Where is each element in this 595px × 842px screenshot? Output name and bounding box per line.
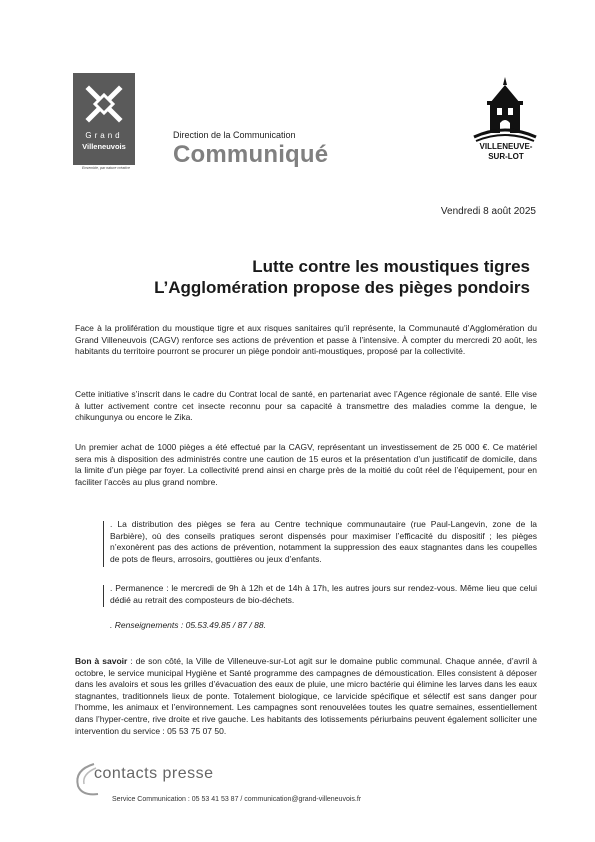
title-line1: Lutte contre les moustiques tigres — [252, 257, 530, 276]
bullet-renseignements: . Renseignements : 05.53.49.85 / 87 / 88. — [110, 620, 266, 630]
city-name-line1: VILLENEUVE- — [479, 142, 533, 151]
logo-tagline: Ensemble, par nature créative — [82, 166, 130, 170]
paragraph-purchase: Un premier achat de 1000 pièges a été effectué par la CAGV, représentant un investissement de 25 000 €. Ce matériel sera mis à disposition des administrés contre une caution de 15 euros et la présentation d’un justificatif de domicile, dans la limite d’un piège par foyer. La collectivité prend ainsi en charge près de la moitié du coût réel de l’équipement, pour en faciliter l’accès au plus grand nombre. — [75, 442, 537, 487]
footer-contact-line: Service Communication : 05 53 41 53 87 / communication@grand-villeneuvois.fr — [112, 796, 362, 803]
bullet-distribution: . La distribution des pièges se fera au Centre technique communautaire (rue Paul-Langevin, zone de la Barbière), où des conseils pratiques seront dispensés pour maximiser l’efficacité du dispositif ; les pièges n’exonèrent pas des actions de prévention, notamment la suppression des eaux stagnantes dans les coupelles de pots de fleurs, arrosoirs, gouttières ou jeux d’enfants. — [110, 519, 537, 564]
document-type-heading: Communiqué — [173, 141, 329, 168]
bon-a-savoir-text: : de son côté, la Ville de Villeneuve-sur-Lot agit sur le domaine public communal. Chaque année, d’avril à octobre, le service municipal Hygiène et Santé programme des campagnes de démoustication. Elles consistent à déposer dans les avaloirs et sous les grilles d’évacuation des eaux de pluie, une micro bactérie qui élimine les larves dans les eaux stagnantes, traditionnels lieux de ponte. Totalement biologique, ce larvicide spécifique et sélectif est sans danger pour l’homme, les animaux et l’environnement. Les campagnes sont renouvelées toutes les quatre semaines, essentiellement dans l’hyper-centre, rive droite et rive gauche. Les habitants des lotissements périurbains peuvent également solliciter une intervention du service : 05 53 75 07 50. — [75, 656, 537, 736]
city-name-line2: SUR-LOT — [488, 152, 524, 161]
bullet-bracket — [103, 521, 104, 567]
release-date: Vendredi 8 août 2025 — [440, 206, 536, 217]
bullet-permanence: . Permanence : le mercredi de 9h à 12h et de 14h à 17h, les autres jours sur rendez-vous. Même lieu que celui dédié au retrait des composteurs de bio-déchets. — [110, 583, 537, 605]
bullet-bracket — [103, 585, 104, 607]
grand-villeneuvois-logo — [73, 73, 135, 165]
contacts-presse-label: contacts presse — [94, 765, 214, 782]
logo-x-icon — [73, 73, 135, 135]
paragraph-context: Cette initiative s’inscrit dans le cadre du Contrat local de santé, en partenariat avec l’Agence régionale de santé. Elle vise à lutter activement contre cet insecte reconnu pour sa capacité à transmettre des maladies comme la dengue, le chikungunya ou encore le Zika. — [75, 389, 537, 423]
bon-a-savoir-lead: Bon à savoir — [75, 656, 128, 666]
city-name — [466, 142, 546, 162]
direction-label: Direction de la Communication — [173, 130, 296, 140]
paragraph-intro: Face à la prolifération du moustique tigre et aux risques sanitaires qu’il représente, la Communauté d’Agglomération du Grand Villeneuvois (CAGV) renforce ses actions de prévention et passe à l’intensive. À compter du mercredi 20 août, les habitants du territoire pourront se procurer un piège pondoir anti-moustiques, proposé par la collectivité. — [75, 323, 537, 357]
logo-line1: Grand — [85, 131, 123, 140]
logo-line2: Villeneuvois — [82, 142, 126, 151]
paragraph-bon-a-savoir — [75, 656, 537, 737]
title-line2: L’Agglomération propose des pièges pondoirs — [154, 278, 530, 297]
